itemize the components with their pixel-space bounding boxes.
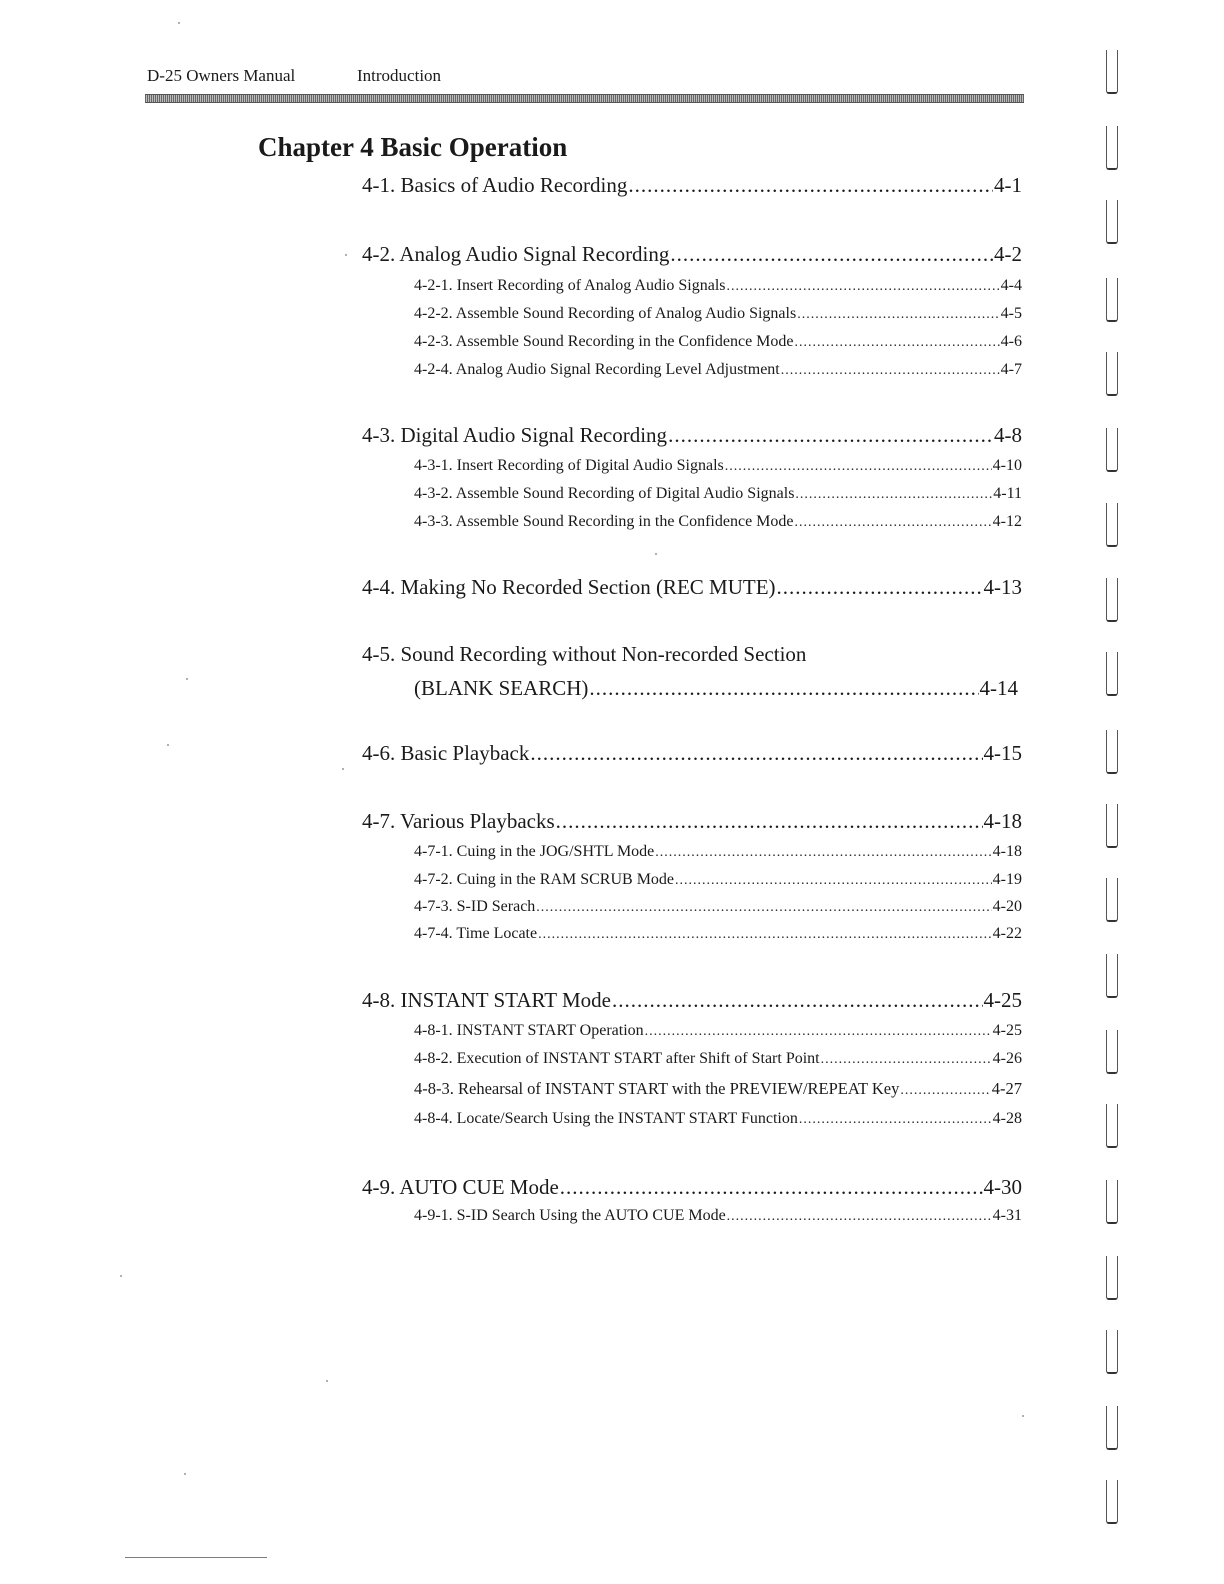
binder-tab xyxy=(1106,352,1118,396)
toc-entry-title: 4-8-1. INSTANT START Operation xyxy=(414,1022,644,1039)
toc-entry[interactable] xyxy=(414,676,1018,701)
scan-speck xyxy=(167,744,169,746)
leader-dots xyxy=(727,1209,992,1225)
leader-dots xyxy=(727,279,1000,295)
toc-entry-page: 4-22 xyxy=(992,925,1022,942)
toc-entry-page: 4-7 xyxy=(1000,361,1022,378)
toc-entry-page: 4-12 xyxy=(992,513,1022,530)
toc-subentry[interactable] xyxy=(414,898,1022,916)
scan-speck xyxy=(120,1275,122,1277)
toc-entry-page: 4-10 xyxy=(992,457,1022,474)
chapter-title: Chapter 4 Basic Operation xyxy=(258,132,568,162)
toc-entry-title: 4-3-2. Assemble Sound Recording of Digital Audio Signals xyxy=(414,485,795,502)
toc-subentry[interactable] xyxy=(414,871,1022,889)
binder-tab xyxy=(1106,1406,1118,1450)
section-name: Introduction xyxy=(357,66,442,85)
toc-subentry[interactable] xyxy=(414,843,1022,861)
toc-entry-page: 4-4 xyxy=(1000,277,1022,294)
binder-tab xyxy=(1106,1030,1118,1074)
scan-speck xyxy=(326,1380,328,1382)
toc-subentry[interactable] xyxy=(414,457,1022,475)
toc-entry[interactable] xyxy=(362,575,1022,600)
toc-entry-title: 4-2-1. Insert Recording of Analog Audio Signals xyxy=(414,277,726,294)
binder-tab xyxy=(1106,1180,1118,1224)
scan-speck xyxy=(178,22,180,24)
leader-dots xyxy=(799,1112,992,1128)
toc-entry-title: 4-9-1. S-ID Search Using the AUTO CUE Mode xyxy=(414,1207,726,1224)
toc-entry-page: 4-25 xyxy=(992,1022,1022,1039)
leader-dots xyxy=(655,845,991,861)
toc-subentry[interactable] xyxy=(414,1022,1022,1040)
leader-dots xyxy=(797,307,999,323)
toc-entry-page: 4-1 xyxy=(994,173,1022,197)
binder-tab xyxy=(1106,1256,1118,1300)
scan-speck xyxy=(186,678,188,680)
scan-speck xyxy=(345,254,347,256)
leader-dots xyxy=(781,363,1000,379)
toc-subentry[interactable] xyxy=(414,1050,1022,1068)
binder-tab xyxy=(1106,126,1118,170)
toc-subentry[interactable] xyxy=(414,513,1022,531)
toc-entry-title: 4-7-1. Cuing in the JOG/SHTL Mode xyxy=(414,843,655,860)
toc-subentry[interactable] xyxy=(414,277,1022,295)
toc-entry[interactable] xyxy=(362,242,1022,267)
toc-entry-title: 4-3. Digital Audio Signal Recording xyxy=(362,423,668,447)
toc-entry-page: 4-2 xyxy=(994,242,1022,266)
toc-subentry[interactable] xyxy=(414,1110,1022,1128)
binder-tab xyxy=(1106,1330,1118,1374)
leader-dots xyxy=(668,423,993,448)
leader-dots xyxy=(628,173,993,198)
toc-entry-title: 4-8-4. Locate/Search Using the INSTANT START Function xyxy=(414,1110,798,1127)
toc-entry-page: 4-5 xyxy=(1000,305,1022,322)
binder-tab xyxy=(1106,1480,1118,1524)
toc-subentry[interactable] xyxy=(414,1079,1022,1099)
toc-subentry[interactable] xyxy=(414,485,1022,503)
toc-subentry[interactable] xyxy=(414,333,1022,351)
toc-entry-page: 4-6 xyxy=(1000,333,1022,350)
toc-entry[interactable] xyxy=(362,809,1022,834)
leader-dots xyxy=(900,1083,990,1099)
binder-tab xyxy=(1106,804,1118,848)
binder-tab xyxy=(1106,954,1118,998)
leader-dots xyxy=(530,741,982,766)
toc-entry-title: 4-7-4. Time Locate xyxy=(414,925,538,942)
leader-dots xyxy=(536,900,991,916)
toc-entry-title: 4-2-3. Assemble Sound Recording in the Confidence Mode xyxy=(414,333,794,350)
toc-entry-page: 4-18 xyxy=(992,843,1022,860)
toc-entry-page: 4-11 xyxy=(993,485,1022,502)
toc-subentry[interactable] xyxy=(414,1207,1022,1225)
binder-tab xyxy=(1106,278,1118,322)
toc-subentry[interactable] xyxy=(414,925,1022,943)
toc-entry-page: 4-19 xyxy=(992,871,1022,888)
toc-entry-title: 4-8. INSTANT START Mode xyxy=(362,988,611,1012)
toc-entry-page: 4-14 xyxy=(979,676,1018,700)
binder-tab xyxy=(1106,50,1118,94)
toc-entry-page: 4-13 xyxy=(983,575,1022,599)
toc-entry[interactable] xyxy=(362,741,1022,766)
leader-dots xyxy=(612,988,983,1013)
leader-dots xyxy=(795,515,992,531)
toc-entry-title: (BLANK SEARCH) xyxy=(414,676,589,700)
toc-entry-title: 4-1. Basics of Audio Recording xyxy=(362,173,628,197)
leader-dots xyxy=(538,927,992,943)
toc-subentry[interactable] xyxy=(414,305,1022,323)
leader-dots xyxy=(675,873,992,889)
leader-dots xyxy=(556,809,983,834)
leader-dots xyxy=(795,335,1000,351)
binder-tab xyxy=(1106,503,1118,547)
binder-tab xyxy=(1106,730,1118,774)
toc-entry-page: 4-30 xyxy=(983,1175,1022,1199)
toc-entry-title: 4-4. Making No Recorded Section (REC MUTE) xyxy=(362,575,776,599)
scan-speck xyxy=(655,553,657,555)
toc-entry-title: 4-2. Analog Audio Signal Recording xyxy=(362,242,670,266)
toc-entry-title: 4-7-3. S-ID Serach xyxy=(414,898,536,915)
leader-dots xyxy=(795,487,992,503)
toc-entry-title: 4-3-3. Assemble Sound Recording in the Confidence Mode xyxy=(414,513,794,530)
toc-entry-page: 4-15 xyxy=(983,741,1022,765)
toc-entry-title: 4-2-4. Analog Audio Signal Recording Level Adjustment xyxy=(414,361,780,378)
leader-dots xyxy=(589,676,978,701)
header-rule xyxy=(145,94,1024,103)
toc-entry-page: 4-26 xyxy=(992,1050,1022,1067)
leader-dots xyxy=(670,242,993,267)
toc-entry-page: 4-27 xyxy=(991,1079,1022,1098)
toc-entry-title: 4-6. Basic Playback xyxy=(362,741,530,765)
toc-entry-page: 4-8 xyxy=(994,423,1022,447)
toc-entry-title[interactable]: 4-5. Sound Recording without Non-recorded Section xyxy=(362,642,807,666)
scan-speck xyxy=(1022,1415,1024,1417)
toc-entry-title: 4-7. Various Playbacks xyxy=(362,809,555,833)
toc-entry-page: 4-20 xyxy=(992,898,1022,915)
leader-dots xyxy=(560,1175,983,1200)
binder-tab xyxy=(1106,428,1118,472)
binder-tab xyxy=(1106,652,1118,696)
toc-entry-title: 4-7-2. Cuing in the RAM SCRUB Mode xyxy=(414,871,675,888)
scan-speck xyxy=(342,768,344,770)
toc-entry-title: 4-8-3. Rehearsal of INSTANT START with the PREVIEW/REPEAT Key xyxy=(414,1079,900,1098)
binder-tab xyxy=(1106,200,1118,244)
toc-entry-page: 4-18 xyxy=(983,809,1022,833)
toc-entry-title: 4-9. AUTO CUE Mode xyxy=(362,1175,559,1199)
toc-entry[interactable] xyxy=(362,173,1022,198)
toc-subentry[interactable] xyxy=(414,361,1022,379)
toc-entry[interactable] xyxy=(362,423,1022,448)
toc-entry-page: 4-25 xyxy=(983,988,1022,1012)
toc-entry-title: 4-2-2. Assemble Sound Recording of Analog Audio Signals xyxy=(414,305,797,322)
leader-dots xyxy=(725,459,992,475)
toc-entry-title: 4-3-1. Insert Recording of Digital Audio Signals xyxy=(414,457,724,474)
binder-tab xyxy=(1106,1104,1118,1148)
toc-entry-page: 4-28 xyxy=(992,1110,1022,1127)
leader-dots xyxy=(777,575,983,600)
footer-line xyxy=(125,1557,267,1558)
toc-entry-title: 4-8-2. Execution of INSTANT START after Shift of Start Point xyxy=(414,1050,820,1067)
scan-speck xyxy=(184,1473,186,1475)
toc-entry-page: 4-31 xyxy=(992,1207,1022,1224)
leader-dots xyxy=(645,1024,992,1040)
binder-tab xyxy=(1106,878,1118,922)
leader-dots xyxy=(821,1052,992,1068)
toc-entry[interactable] xyxy=(362,1175,1022,1200)
binder-tab xyxy=(1106,578,1118,622)
manual-name: D-25 Owners Manual xyxy=(147,66,296,85)
toc-entry[interactable] xyxy=(362,988,1022,1013)
